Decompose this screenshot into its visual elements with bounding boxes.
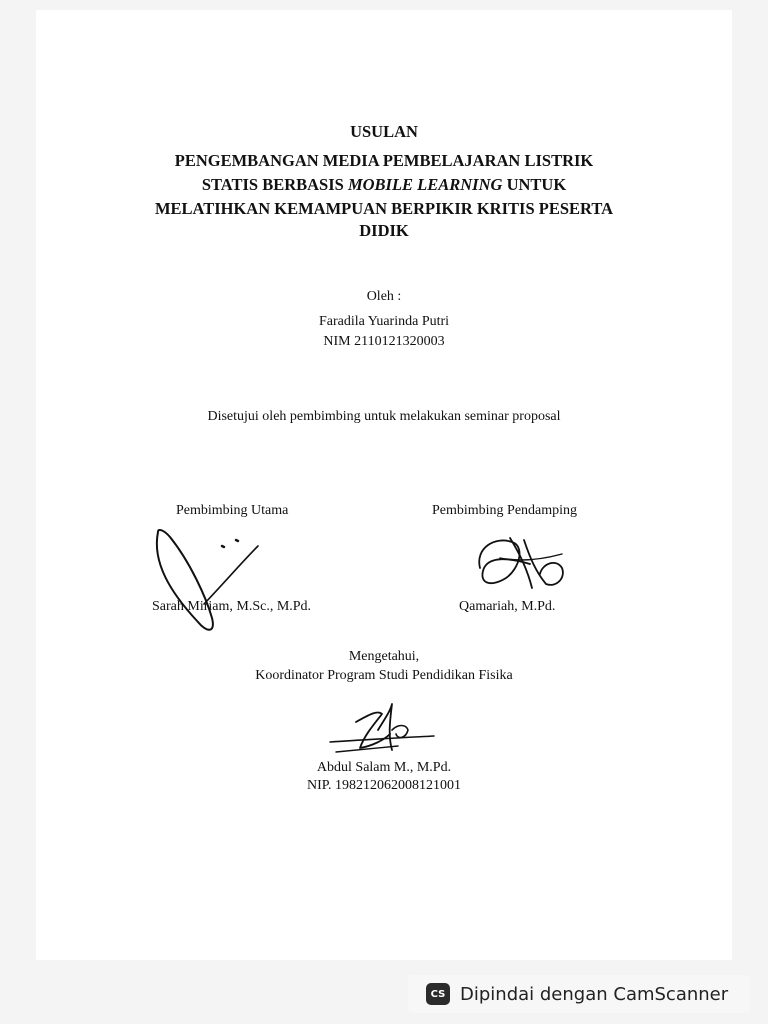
camscanner-watermark [408, 975, 750, 1013]
coordinator-role: Koordinator Program Studi Pendidikan Fisika [255, 668, 513, 683]
coordinator-signature [326, 700, 441, 766]
co-supervisor-name: Qamariah, M.Pd. [459, 599, 556, 614]
coordinator-nip: NIP. 198212062008121001 [306, 778, 461, 793]
main-supervisor-signature [150, 522, 270, 637]
approval-statement: Disetujui oleh pembimbing untuk melakukan seminar proposal [207, 409, 561, 424]
title-line-2-italic: MOBILE LEARNING [347, 175, 503, 194]
co-supervisor-signature [470, 528, 580, 594]
co-supervisor-role: Pembimbing Pendamping [432, 503, 578, 518]
camscanner-watermark-text: Dipindai dengan CamScanner [460, 983, 729, 1005]
main-supervisor-name: Sarah Miriam, M.Sc., M.Pd. [152, 599, 312, 614]
title-line-2 [0, 175, 768, 195]
camscanner-logo-icon: CS [426, 983, 450, 1005]
main-supervisor-role: Pembimbing Utama [176, 503, 289, 518]
title-line-1: PENGEMBANGAN MEDIA PEMBELAJARAN LISTRIK [174, 151, 594, 170]
title-line-2-prefix: STATIS BERBASIS [201, 175, 348, 194]
author-nim: NIM 2110121320003 [323, 334, 445, 349]
title-line-4: DIDIK [359, 221, 409, 240]
coordinator-name: Abdul Salam M., M.Pd. [316, 760, 452, 775]
author-name: Faradila Yuarinda Putri [318, 314, 450, 329]
acknowledgement-label: Mengetahui, [348, 649, 420, 664]
title-line-3: MELATIHKAN KEMAMPUAN BERPIKIR KRITIS PESERTA [154, 199, 614, 218]
title-line-2-suffix: UNTUK [502, 175, 567, 194]
by-label: Oleh : [366, 289, 402, 304]
document-heading: USULAN [350, 122, 418, 141]
